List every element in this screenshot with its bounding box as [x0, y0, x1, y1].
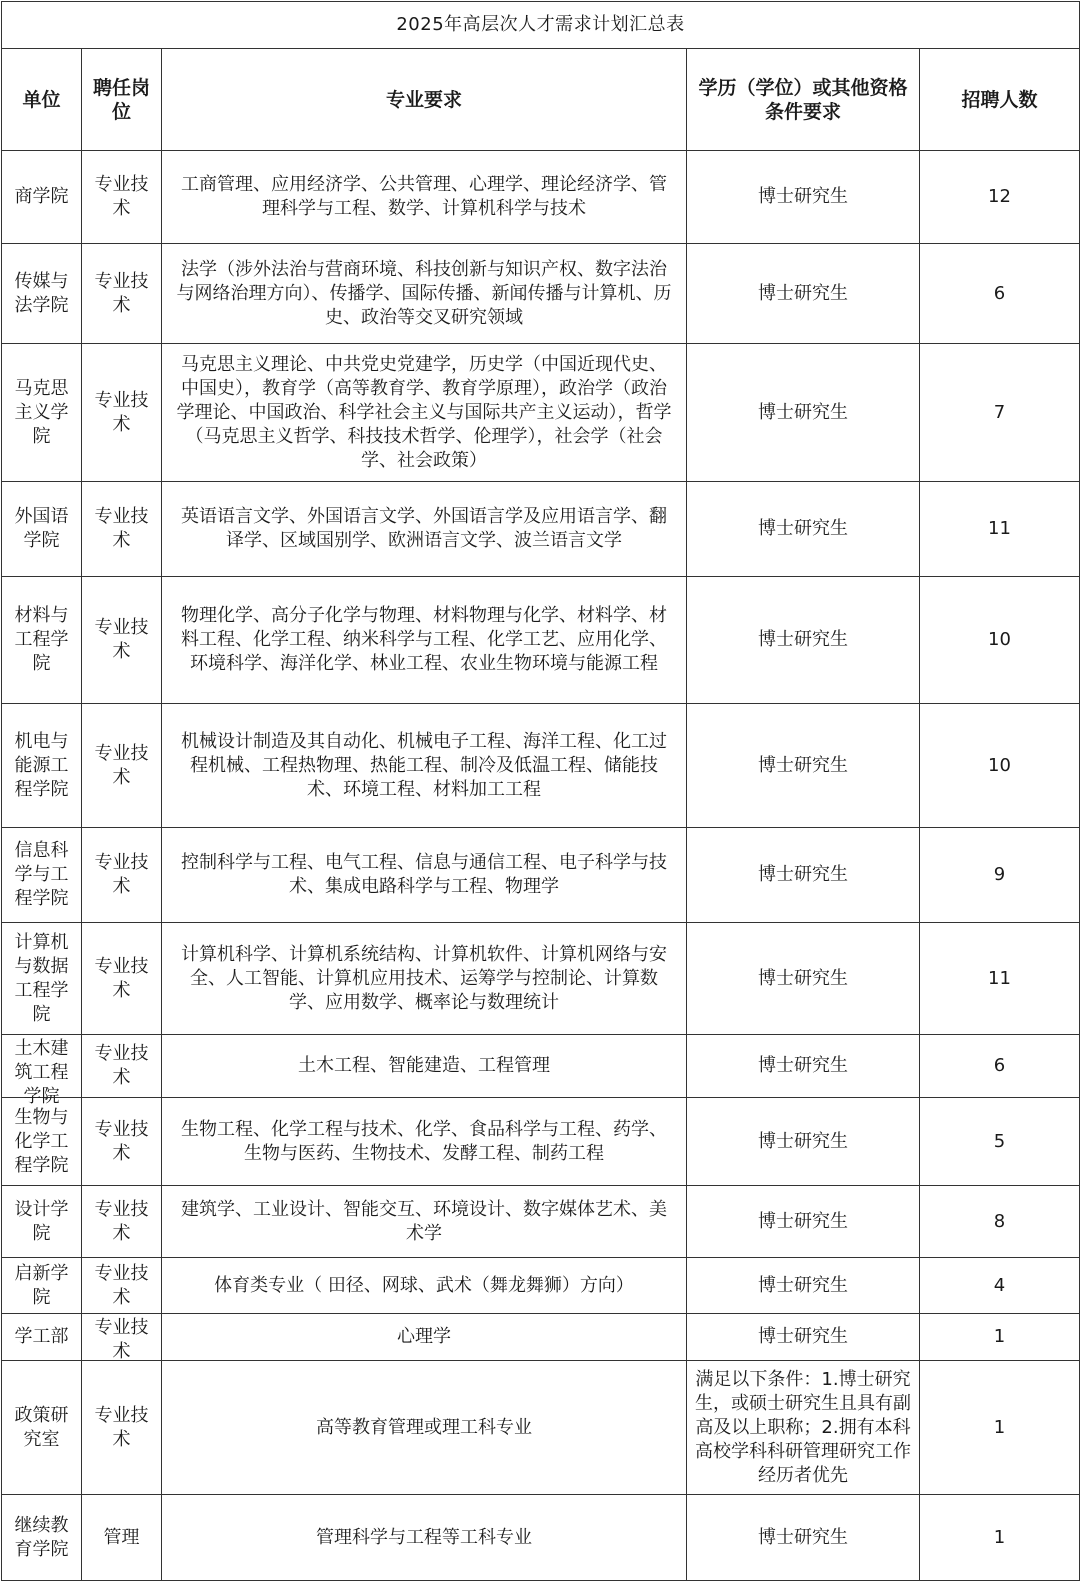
table-row — [2, 482, 1080, 577]
cell-unit-text: 外国语学院 — [14, 506, 69, 551]
table-row — [2, 1098, 1080, 1186]
cell-unit — [2, 1361, 82, 1495]
cell-unit — [2, 244, 82, 344]
cell-count: 10 — [920, 704, 1080, 828]
header-post: 聘任岗位 — [82, 49, 162, 151]
cell-post-text: 专业技术 — [94, 1404, 149, 1450]
recruitment-table — [1, 1, 1080, 1581]
cell-post — [82, 577, 162, 704]
cell-post — [82, 482, 162, 577]
header-unit: 单位 — [2, 49, 82, 151]
cell-education: 博士研究生 — [687, 923, 920, 1035]
cell-education: 博士研究生 — [687, 1098, 920, 1186]
cell-unit — [2, 1098, 82, 1186]
cell-major: 体育类专业（ 田径、网球、武术（舞龙舞狮）方向） — [162, 1258, 687, 1314]
cell-major: 生物工程、化学工程与技术、化学、食品科学与工程、药学、生物与医药、生物技术、发酵工程、制药工程 — [162, 1098, 687, 1186]
cell-post — [82, 244, 162, 344]
cell-count: 11 — [920, 923, 1080, 1035]
cell-major: 计算机科学、计算机系统结构、计算机软件、计算机网络与安全、人工智能、计算机应用技术、运筹学与控制论、计算数学、应用数学、概率论与数理统计 — [162, 923, 687, 1035]
cell-major: 工商管理、应用经济学、公共管理、心理学、理论经济学、管理科学与工程、数学、计算机科学与技术 — [162, 151, 687, 244]
cell-post-text: 专业技术 — [94, 389, 149, 435]
cell-unit-text: 启新学院 — [14, 1262, 69, 1308]
cell-post-text: 专业技术 — [94, 1043, 149, 1088]
cell-unit — [2, 828, 82, 923]
header-education: 学历（学位）或其他资格 条件要求 — [687, 49, 920, 151]
cell-unit-text: 设计学院 — [14, 1198, 69, 1244]
cell-education: 博士研究生 — [687, 482, 920, 577]
cell-unit — [2, 923, 82, 1035]
cell-major: 法学（涉外法治与营商环境、科技创新与知识产权、数字法治与网络治理方向）、传播学、国际传播、新闻传播与计算机、历史、政治等交叉研究领域 — [162, 244, 687, 344]
cell-post-text: 专业技术 — [94, 506, 149, 551]
table-row — [2, 577, 1080, 704]
cell-education: 博士研究生 — [687, 344, 920, 482]
table-row — [2, 1361, 1080, 1495]
cell-education: 博士研究生 — [687, 1495, 920, 1581]
cell-post-text: 管理 — [103, 1526, 140, 1548]
cell-count: 8 — [920, 1186, 1080, 1258]
cell-unit-text: 土木建筑工程学院 — [14, 1037, 69, 1107]
cell-education: 博士研究生 — [687, 1186, 920, 1258]
cell-post-text: 专业技术 — [94, 1118, 149, 1164]
cell-unit-text: 传媒与法学院 — [14, 270, 69, 316]
cell-post — [82, 151, 162, 244]
table-row — [2, 1495, 1080, 1581]
cell-unit — [2, 704, 82, 828]
cell-education: 博士研究生 — [687, 244, 920, 344]
cell-post — [82, 1098, 162, 1186]
cell-unit-text: 继续教育学院 — [14, 1514, 69, 1560]
cell-post-text: 专业技术 — [94, 955, 149, 1001]
cell-post-text: 专业技术 — [94, 1316, 149, 1362]
cell-major: 建筑学、工业设计、智能交互、环境设计、数字媒体艺术、美术学 — [162, 1186, 687, 1258]
cell-post-text: 专业技术 — [94, 742, 149, 788]
cell-education: 博士研究生 — [687, 704, 920, 828]
cell-post — [82, 1035, 162, 1098]
cell-education: 博士研究生 — [687, 151, 920, 244]
cell-count: 7 — [920, 344, 1080, 482]
table-row — [2, 1258, 1080, 1314]
cell-major: 心理学 — [162, 1314, 687, 1361]
cell-unit — [2, 577, 82, 704]
cell-post — [82, 1258, 162, 1314]
cell-unit — [2, 344, 82, 482]
table-row — [2, 923, 1080, 1035]
cell-post — [82, 704, 162, 828]
title-row — [2, 2, 1080, 49]
cell-post-text: 专业技术 — [94, 852, 149, 897]
cell-post-text: 专业技术 — [94, 1198, 149, 1244]
cell-unit-text: 机电与能源工程学院 — [14, 730, 69, 800]
cell-post-text: 专业技术 — [94, 270, 149, 316]
cell-unit-text: 材料与工程学院 — [14, 605, 69, 674]
cell-unit-text: 马克思主义学院 — [14, 377, 69, 447]
cell-count: 5 — [920, 1098, 1080, 1186]
cell-unit — [2, 482, 82, 577]
header-major: 专业要求 — [162, 49, 687, 151]
table-row — [2, 828, 1080, 923]
cell-count: 12 — [920, 151, 1080, 244]
cell-post — [82, 828, 162, 923]
cell-unit — [2, 151, 82, 244]
cell-unit-text: 计算机与数据工程学院 — [14, 931, 69, 1025]
cell-post — [82, 1361, 162, 1495]
cell-unit — [2, 1035, 82, 1107]
cell-major: 管理科学与工程等工科专业 — [162, 1495, 687, 1581]
table-row — [2, 1035, 1080, 1098]
cell-post — [82, 1314, 162, 1361]
table-row — [2, 704, 1080, 828]
cell-unit-text: 学工部 — [14, 1326, 69, 1347]
cell-unit-text: 信息科学与工程学院 — [14, 840, 69, 909]
cell-count: 10 — [920, 577, 1080, 704]
cell-unit — [2, 1495, 82, 1581]
cell-count: 1 — [920, 1361, 1080, 1495]
cell-count: 11 — [920, 482, 1080, 577]
cell-major: 控制科学与工程、电气工程、信息与通信工程、电子科学与技术、集成电路科学与工程、物理学 — [162, 828, 687, 923]
cell-unit — [2, 1258, 82, 1314]
cell-post — [82, 1495, 162, 1581]
table-row — [2, 1314, 1080, 1361]
header-count: 招聘人数 — [920, 49, 1080, 151]
cell-unit-text: 商学院 — [14, 186, 69, 207]
cell-education: 博士研究生 — [687, 1314, 920, 1361]
cell-major: 机械设计制造及其自动化、机械电子工程、海洋工程、化工过程机械、工程热物理、热能工程、制冷及低温工程、储能技术、环境工程、材料加工工程 — [162, 704, 687, 828]
cell-education: 博士研究生 — [687, 828, 920, 923]
cell-post-text: 专业技术 — [94, 617, 149, 662]
table-row — [2, 244, 1080, 344]
cell-unit-text: 政策研究室 — [14, 1404, 69, 1450]
table-row — [2, 1186, 1080, 1258]
cell-education: 博士研究生 — [687, 1035, 920, 1098]
cell-education: 满足以下条件：1.博士研究生，或硕士研究生且具有副高及以上职称；2.拥有本科高校学科科研管理研究工作经历者优先 — [687, 1361, 920, 1495]
cell-unit — [2, 1314, 82, 1361]
cell-education: 博士研究生 — [687, 577, 920, 704]
cell-post-text: 专业技术 — [94, 1262, 149, 1308]
table-row — [2, 151, 1080, 244]
cell-count: 1 — [920, 1314, 1080, 1361]
cell-post-text: 专业技术 — [94, 174, 149, 219]
cell-major: 马克思主义理论、中共党史党建学，历史学（中国近现代史、中国史），教育学（高等教育学、教育学原理），政治学（政治学理论、中国政治、科学社会主义与国际共产主义运动），哲学（马克思主义哲学、科技技术哲学、伦理学），社会学（社会学、社会政策） — [162, 344, 687, 482]
cell-post — [82, 1186, 162, 1258]
cell-major: 物理化学、高分子化学与物理、材料物理与化学、材料学、材料工程、化学工程、纳米科学与工程、化学工艺、应用化学、环境科学、海洋化学、林业工程、农业生物环境与能源工程 — [162, 577, 687, 704]
cell-post — [82, 344, 162, 482]
cell-education: 博士研究生 — [687, 1258, 920, 1314]
cell-major: 高等教育管理或理工科专业 — [162, 1361, 687, 1495]
table-title: 2025年高层次人才需求计划汇总表 — [2, 2, 1080, 49]
cell-count: 4 — [920, 1258, 1080, 1314]
cell-major: 土木工程、智能建造、工程管理 — [162, 1035, 687, 1098]
cell-unit-text: 生物与化学工程学院 — [14, 1106, 69, 1176]
document-sheet — [0, 1, 1080, 1593]
header-row — [2, 49, 1080, 151]
cell-count: 9 — [920, 828, 1080, 923]
cell-count: 1 — [920, 1495, 1080, 1581]
cell-count: 6 — [920, 1035, 1080, 1098]
table-row — [2, 344, 1080, 482]
cell-post — [82, 923, 162, 1035]
cell-major: 英语语言文学、外国语言文学、外国语言学及应用语言学、翻译学、区域国别学、欧洲语言文学、波兰语言文学 — [162, 482, 687, 577]
cell-unit — [2, 1186, 82, 1258]
cell-count: 6 — [920, 244, 1080, 344]
